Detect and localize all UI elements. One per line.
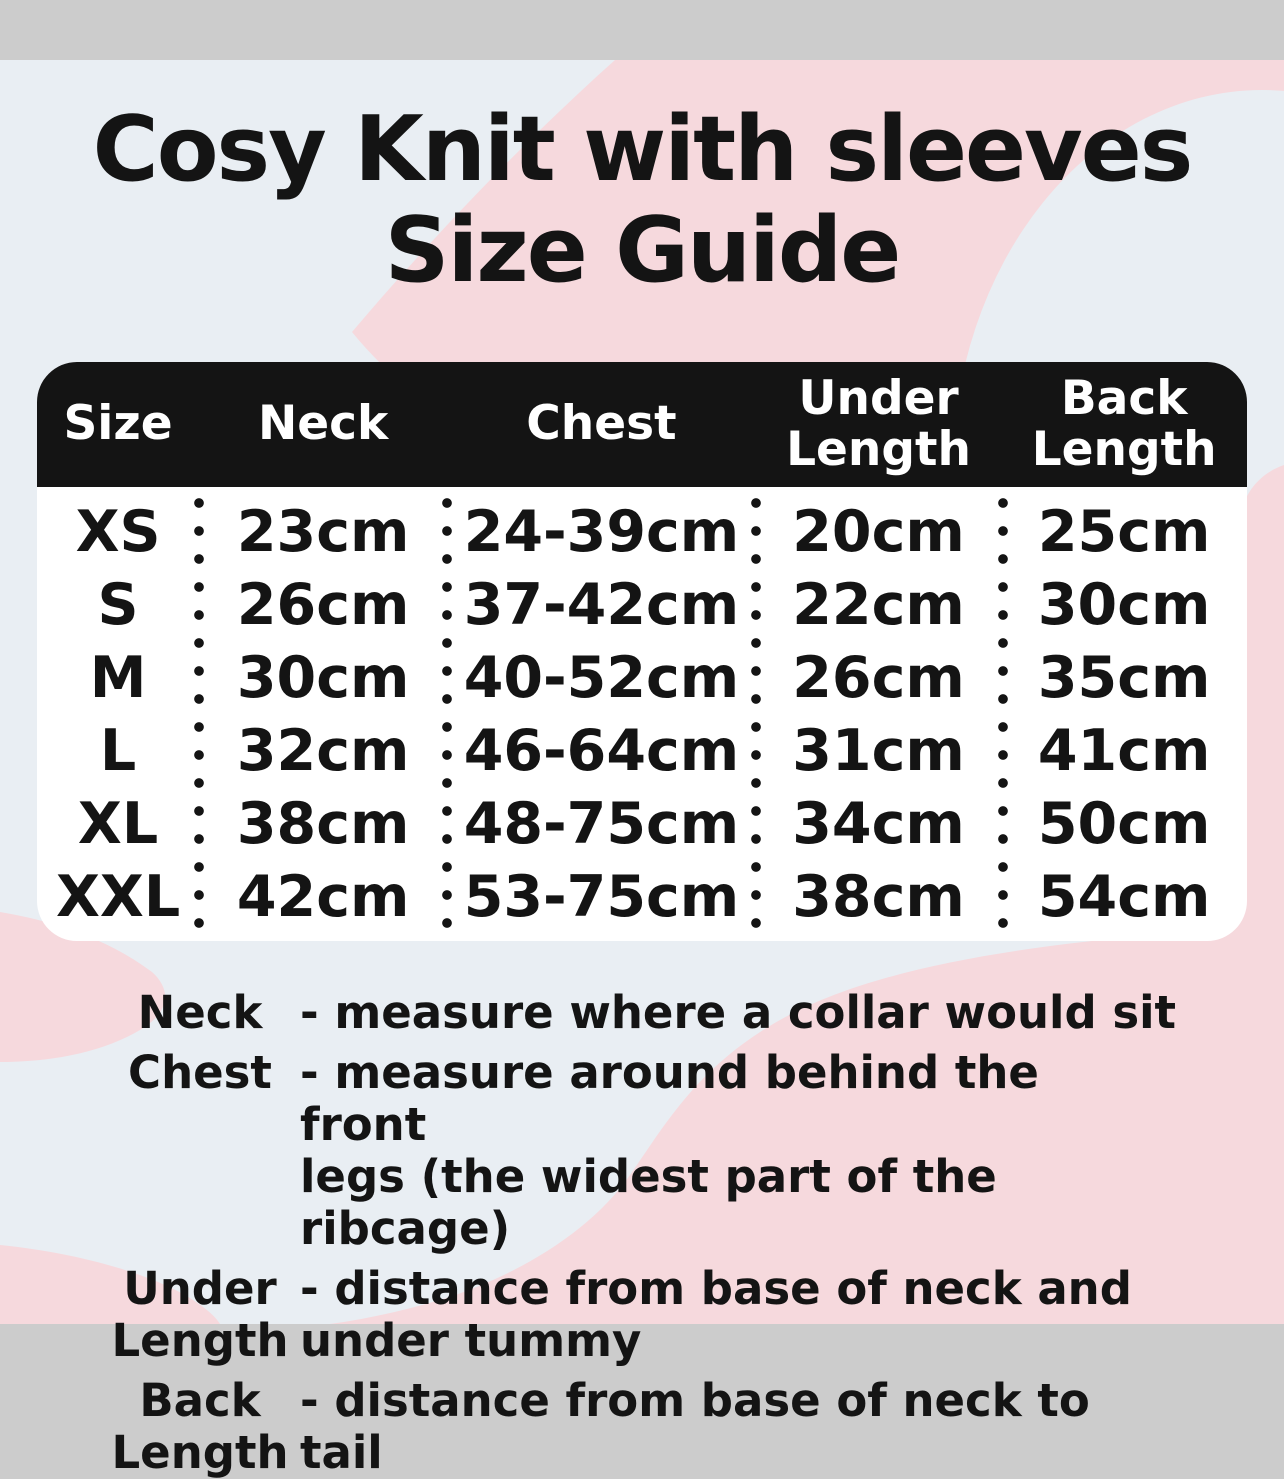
size-table-header	[37, 362, 1247, 487]
table-row-xxl	[37, 860, 1247, 933]
cell-back-length: 30cm	[1037, 571, 1211, 638]
column-divider	[194, 489, 204, 939]
cell-size: XS	[75, 498, 161, 565]
definition-line: - distance from base of neck to tail	[300, 1374, 1090, 1479]
cell-under-length: 38cm	[792, 863, 965, 930]
cell-chest: 40-52cm	[463, 644, 740, 711]
definition-row-back-length	[100, 1375, 1284, 1479]
definition-line: - measure where a collar would sit	[300, 986, 1177, 1040]
cell-chest: 46-64cm	[463, 717, 740, 784]
cell-under-length: 34cm	[792, 790, 965, 857]
table-row-m	[37, 641, 1247, 714]
definition-row-chest	[100, 1047, 1284, 1255]
header-cell-under-length: Under Length	[786, 370, 971, 477]
header-cell-neck: Neck	[257, 396, 389, 452]
table-row-s	[37, 568, 1247, 641]
cell-under-length: 20cm	[792, 498, 965, 565]
cell-neck: 32cm	[236, 717, 410, 784]
page-title-line1: Cosy Knit with sleeves	[92, 97, 1192, 203]
page-title-line2: Size Guide	[384, 198, 900, 304]
table-row-xl	[37, 787, 1247, 860]
cell-size: S	[97, 571, 139, 638]
table-row-l	[37, 714, 1247, 787]
definition-term: Under Length	[111, 1262, 289, 1368]
definition-text	[300, 1375, 1180, 1479]
definition-line: under tummy	[300, 1314, 642, 1368]
measurement-definitions	[100, 987, 1284, 1479]
cell-back-length: 50cm	[1037, 790, 1211, 857]
cell-neck: 38cm	[236, 790, 410, 857]
cell-size: L	[99, 717, 137, 784]
definition-row-under-length	[100, 1263, 1284, 1367]
definition-line: - measure around behind the front	[300, 1046, 1039, 1152]
column-divider	[998, 489, 1008, 939]
header-cell-chest: Chest	[526, 396, 677, 452]
cell-neck: 30cm	[236, 644, 410, 711]
cell-size: M	[89, 644, 147, 711]
cell-neck: 42cm	[236, 863, 410, 930]
cell-under-length: 22cm	[792, 571, 965, 638]
cell-chest: 37-42cm	[463, 571, 740, 638]
definition-term: Back Length	[111, 1374, 289, 1479]
cell-back-length: 35cm	[1037, 644, 1211, 711]
cell-neck: 26cm	[236, 571, 410, 638]
definition-line: legs (the widest part of the ribcage)	[300, 1150, 997, 1256]
cell-under-length: 31cm	[792, 717, 965, 784]
definition-term: Chest	[128, 1046, 272, 1100]
page-title	[0, 60, 1284, 302]
cell-back-length: 25cm	[1037, 498, 1211, 565]
column-divider	[442, 489, 452, 939]
column-divider	[751, 489, 761, 939]
size-table-card	[37, 362, 1247, 941]
cell-size: XL	[77, 790, 159, 857]
definition-term: Neck	[137, 986, 263, 1040]
cell-size: XXL	[55, 863, 181, 930]
definition-line: - distance from base of neck and	[300, 1262, 1132, 1316]
cell-chest: 53-75cm	[463, 863, 740, 930]
header-cell-size: Size	[63, 396, 173, 452]
header-cell-back-length: Back Length	[1031, 370, 1217, 477]
size-guide-poster	[0, 60, 1284, 1479]
cell-chest: 48-75cm	[463, 790, 740, 857]
definition-text	[300, 987, 1176, 1039]
cell-back-length: 54cm	[1037, 863, 1211, 930]
definition-row-neck	[100, 987, 1284, 1039]
cell-under-length: 26cm	[792, 644, 965, 711]
cell-back-length: 41cm	[1037, 717, 1211, 784]
definition-text	[300, 1047, 1180, 1255]
cell-neck: 23cm	[236, 498, 410, 565]
size-table-body	[37, 487, 1247, 941]
definition-text	[300, 1263, 1132, 1367]
table-row-xs	[37, 495, 1247, 568]
cell-chest: 24-39cm	[463, 498, 740, 565]
